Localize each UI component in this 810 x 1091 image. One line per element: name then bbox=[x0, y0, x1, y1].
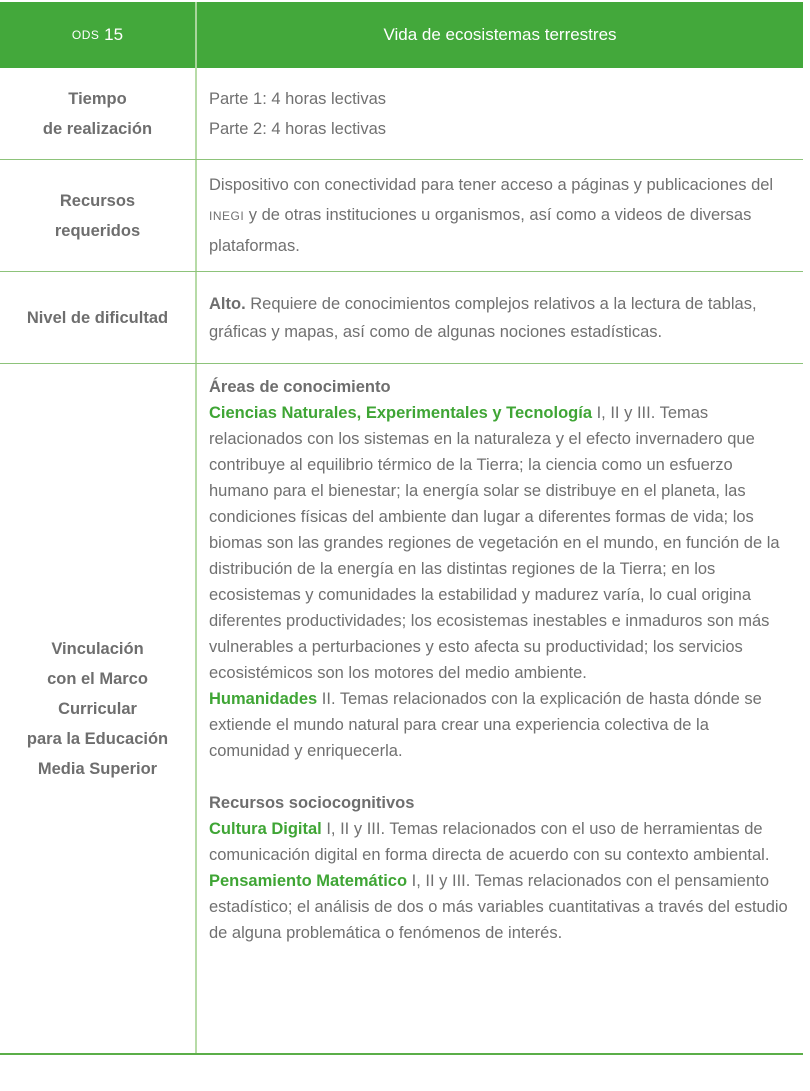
tiempo-parte-1: Parte 1: 4 horas lectivas bbox=[209, 89, 387, 108]
row-vinculacion bbox=[0, 364, 803, 1055]
recurso-name: Cultura Digital bbox=[209, 820, 322, 838]
label-line: Tiempo bbox=[68, 89, 127, 108]
row-label-nivel bbox=[0, 272, 197, 363]
text: Requiere de conocimientos complejos relativos a la lectura de tablas, gráficas y mapas, así como de algunas nociones estadísticas. bbox=[209, 294, 757, 341]
recurso-text: I, II y III. Temas relacionados con el pensamiento estadístico; el análisis de dos o más variables cuantitativas a través del estudio de alguna problemática o fenómenos de interés. bbox=[209, 872, 788, 942]
label-line: Curricular bbox=[58, 699, 137, 718]
ods-info-table bbox=[0, 2, 803, 1055]
recurso-item bbox=[209, 868, 791, 946]
label-line: Vinculación bbox=[51, 639, 144, 658]
recursos-title: Recursos sociocognitivos bbox=[209, 794, 415, 812]
area-text: I, II y III. Temas relacionados con los sistemas en la naturaleza y el efecto invernadero que contribuye al equilibrio térmico de la Tierra; la ciencia como un esfuerzo humano para el bienestar; la energía solar se distribuye en el planeta, las condiciones físicas del ambiente dan lugar a diferentes formas de vida; los biomas son las grandes regiones de vegetación en el mundo, en función de la distribución de la energía en las distintas regiones de la Tierra; en los ecosistemas y comunidades la estabilidad y madurez varía, lo cual origina diferentes productividades; los ecosistemas inestables e inmaduros son más vulnerables a perturbaciones y esto afecta su productividad; los servicios ecosistémicos son los motores del medio ambiente. bbox=[209, 404, 780, 682]
label-line: requeridos bbox=[54, 221, 141, 240]
ods-code bbox=[0, 2, 197, 68]
tiempo-parte-2: Parte 2: 4 horas lectivas bbox=[209, 119, 387, 138]
difficulty-level: Alto. bbox=[209, 294, 246, 313]
row-label-tiempo bbox=[0, 68, 197, 159]
label-text: Nivel de dificultad bbox=[26, 308, 169, 327]
recurso-text: I, II y III. Temas relacionados con el uso de herramientas de comunicación digital en forma directa de acuerdo con su contexto ambiental. bbox=[209, 820, 770, 864]
area-item bbox=[209, 400, 791, 686]
label-line: para la Educación bbox=[26, 729, 169, 748]
ods-prefix: ODS bbox=[71, 28, 100, 42]
inegi-abbr: INEGI bbox=[209, 209, 245, 223]
row-tiempo bbox=[0, 68, 803, 160]
area-text: II. Temas relacionados con la explicación de hasta dónde se extiende el mundo natural para crear una experiencia colectiva de la comunidad y enriquecerla. bbox=[209, 690, 762, 760]
row-nivel bbox=[0, 272, 803, 364]
areas-title: Áreas de conocimiento bbox=[209, 378, 391, 396]
text: y de otras instituciones u organismos, así como a videos de diversas plataformas. bbox=[209, 206, 752, 255]
recursos-text bbox=[209, 170, 791, 261]
row-recursos bbox=[0, 160, 803, 272]
row-content-nivel bbox=[197, 272, 803, 363]
nivel-text bbox=[209, 290, 791, 346]
area-name: Ciencias Naturales, Experimentales y Tecnología bbox=[209, 404, 593, 422]
recurso-item bbox=[209, 816, 791, 868]
area-item bbox=[209, 686, 791, 764]
ods-title-text: Vida de ecosistemas terrestres bbox=[383, 25, 617, 44]
row-label-recursos bbox=[0, 160, 197, 271]
label-line: de realización bbox=[42, 119, 153, 138]
area-name: Humanidades bbox=[209, 690, 318, 708]
recurso-name: Pensamiento Matemático bbox=[209, 872, 408, 890]
row-label-vinculacion bbox=[0, 364, 197, 1053]
row-content-vinculacion bbox=[197, 364, 803, 1053]
label-line: Media Superior bbox=[37, 759, 158, 778]
text: Dispositivo con conectividad para tener acceso a páginas y publicaciones del bbox=[209, 176, 774, 194]
label-line: Recursos bbox=[59, 191, 136, 210]
ods-number: 15 bbox=[104, 25, 124, 44]
spacer bbox=[209, 764, 791, 790]
row-content-tiempo bbox=[197, 68, 803, 159]
label-line: con el Marco bbox=[47, 669, 148, 688]
row-content-recursos bbox=[197, 160, 803, 271]
ods-title bbox=[197, 2, 803, 68]
table-header bbox=[0, 2, 803, 68]
